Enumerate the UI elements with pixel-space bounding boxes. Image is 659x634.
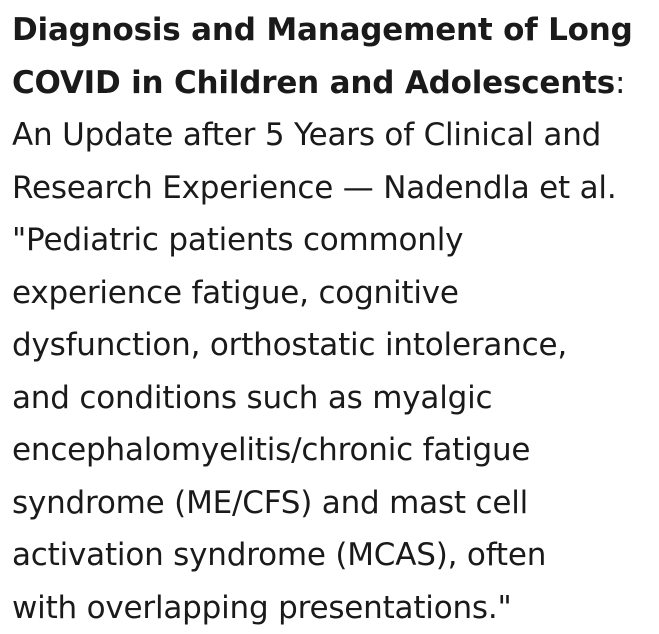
subtitle-line: An Update after 5 Years of Clinical and xyxy=(12,109,651,162)
subtitle-line: Research Experience — Nadendla et al. xyxy=(12,162,651,215)
quote-line: dysfunction, orthostatic intolerance, xyxy=(12,319,651,372)
quote-line: "Pediatric patients commonly xyxy=(12,214,651,267)
title-separator: : xyxy=(615,65,625,101)
quote-line: experience fatigue, cognitive xyxy=(12,267,651,320)
quote-line: encephalomyelitis/chronic fatigue xyxy=(12,424,651,477)
quote-line: and conditions such as myalgic xyxy=(12,372,651,425)
article-title xyxy=(12,4,651,109)
quote-line: with overlapping presentations." xyxy=(12,582,651,634)
title-line: COVID in Children and Adolescents xyxy=(12,65,615,101)
article-subtitle-byline xyxy=(12,109,651,214)
quote-line: syndrome (ME/CFS) and mast cell xyxy=(12,477,651,530)
quote-line: activation syndrome (MCAS), often xyxy=(12,529,651,582)
article-quote xyxy=(12,214,651,634)
title-line: Diagnosis and Management of Long xyxy=(12,4,651,57)
